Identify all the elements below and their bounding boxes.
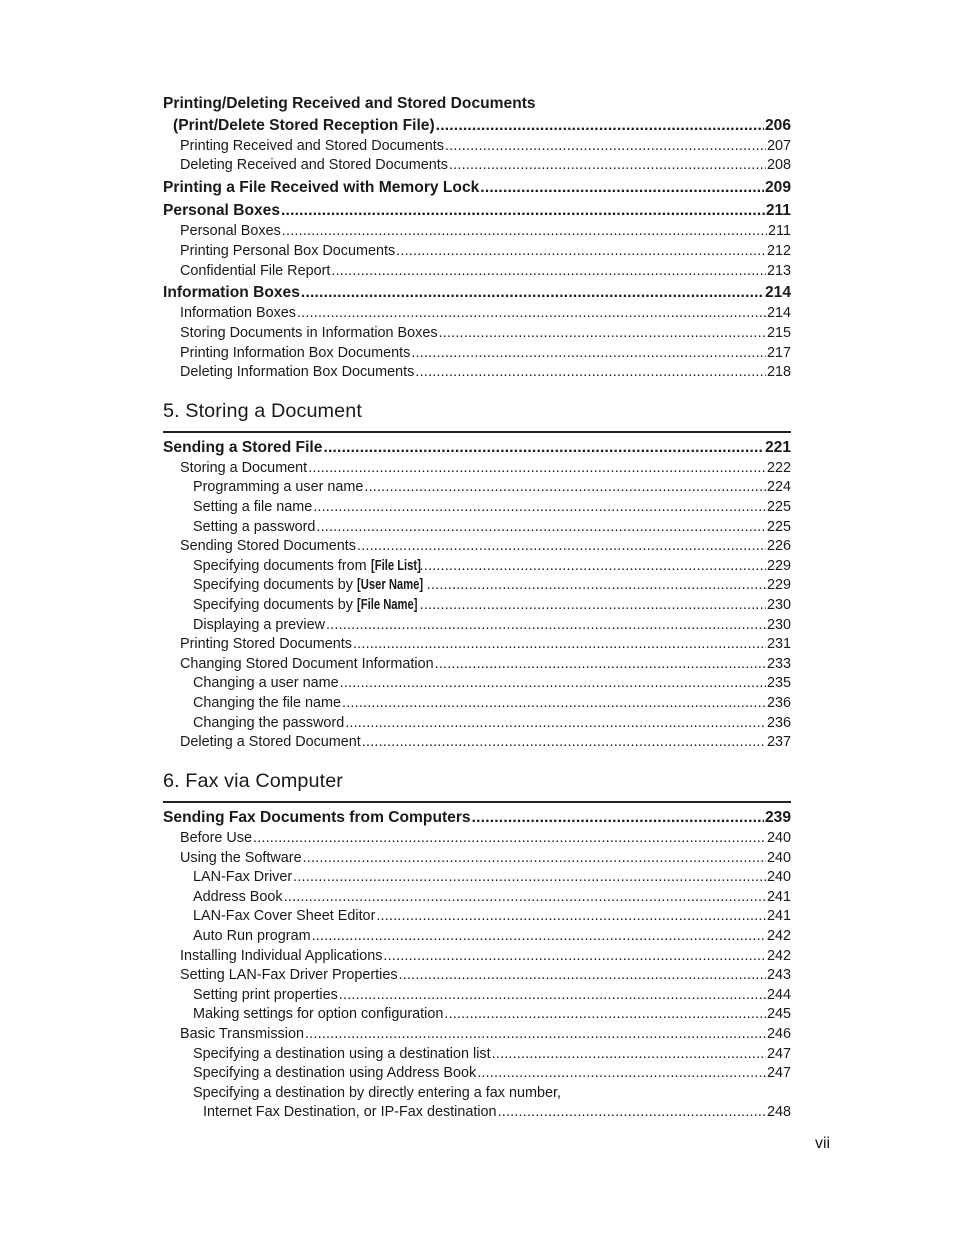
toc-page-number: 212 xyxy=(766,242,791,259)
toc-page-number: 230 xyxy=(766,616,791,633)
toc-entry[interactable] xyxy=(163,907,791,927)
toc-entry-text: Specifying documents by xyxy=(193,597,357,614)
toc-page-number: 242 xyxy=(766,927,791,944)
leader-dots xyxy=(313,498,766,518)
toc-page-number: 224 xyxy=(766,479,791,496)
leader-dots xyxy=(253,829,766,849)
toc-entry-title xyxy=(193,557,419,577)
leader-dots xyxy=(301,281,764,304)
toc-entry-title xyxy=(193,576,426,596)
toc-entry[interactable] xyxy=(163,1045,791,1065)
leader-dots xyxy=(492,1045,766,1065)
toc-entry[interactable] xyxy=(163,242,791,262)
toc-page-number: 248 xyxy=(766,1104,791,1121)
toc-page-number: 236 xyxy=(766,695,791,711)
toc-page-number: 208 xyxy=(766,157,791,174)
leader-dots xyxy=(498,1103,766,1123)
toc-entry-title: Changing the password xyxy=(193,714,345,731)
toc-entry[interactable] xyxy=(163,674,791,694)
toc-page-number: 240 xyxy=(766,829,791,846)
toc-entry[interactable] xyxy=(163,304,791,324)
toc-entry[interactable] xyxy=(163,927,791,947)
toc-entry[interactable] xyxy=(163,1064,791,1084)
toc-entry-title: Before Use xyxy=(180,829,252,846)
toc-entry-title: Using the Software xyxy=(180,849,302,866)
toc-page-number: 230 xyxy=(766,597,791,614)
toc-entry-title: Setting a password xyxy=(193,518,316,535)
toc-entry-title: Displaying a preview xyxy=(193,616,325,633)
toc-entry-title: Setting LAN-Fax Driver Properties xyxy=(180,967,398,984)
leader-dots xyxy=(357,537,766,557)
toc-heading[interactable] xyxy=(163,176,791,199)
toc-entry[interactable] xyxy=(163,557,791,577)
toc-entry[interactable] xyxy=(163,947,791,967)
toc-page-number: 244 xyxy=(766,986,791,1003)
toc-entry-title: Changing the file name xyxy=(193,695,342,711)
toc-page-number: 207 xyxy=(766,137,791,154)
toc-page-number: 221 xyxy=(764,438,791,456)
toc-entry-title: Printing Information Box Documents xyxy=(180,344,411,361)
toc-entry-title: Installing Individual Applications xyxy=(180,947,383,964)
leader-dots xyxy=(308,459,766,479)
toc-entry-title: Setting print properties xyxy=(193,986,338,1003)
toc-entry-title: Changing Stored Document Information xyxy=(180,655,434,672)
toc-entry-title: Deleting a Stored Document xyxy=(180,734,361,751)
toc-entry-title: Specifying a destination using Address Book xyxy=(193,1065,477,1082)
toc-entry[interactable] xyxy=(163,518,791,538)
chapter-title: 5. Storing a Document xyxy=(163,399,362,422)
leader-dots xyxy=(362,733,766,753)
toc-entry[interactable] xyxy=(163,829,791,849)
toc-page-number: 209 xyxy=(764,178,791,196)
toc-entry-title: Printing a File Received with Memory Lock xyxy=(163,178,480,196)
leader-dots xyxy=(435,655,766,675)
leader-dots xyxy=(445,137,766,157)
toc-page-number: 241 xyxy=(766,888,791,905)
chapter-title: 6. Fax via Computer xyxy=(163,769,343,792)
toc-entry[interactable] xyxy=(163,694,791,714)
toc-entry-title: Printing Received and Stored Documents xyxy=(180,137,444,154)
leader-dots xyxy=(376,907,766,927)
toc-entry[interactable] xyxy=(163,363,791,383)
toc-entry-title: (Print/Delete Stored Reception File) xyxy=(173,116,435,134)
toc-page-number: 229 xyxy=(766,557,791,574)
chapter-rule xyxy=(163,801,791,803)
toc-entry-title: Information Boxes xyxy=(180,305,296,322)
leader-dots xyxy=(415,363,766,383)
toc-entry[interactable] xyxy=(163,262,791,282)
toc-heading: Printing/Deleting Received and Stored Documents xyxy=(163,95,536,112)
leader-dots xyxy=(472,806,764,829)
toc-page-number: 214 xyxy=(764,284,791,302)
leader-dots xyxy=(312,927,766,947)
toc-page-number: 206 xyxy=(764,116,791,134)
toc-entry[interactable] xyxy=(163,1025,791,1045)
leader-dots xyxy=(331,262,766,282)
toc-entry[interactable] xyxy=(163,156,791,176)
toc-entry[interactable] xyxy=(163,986,791,1006)
leader-dots xyxy=(411,344,766,364)
toc-page-number: 226 xyxy=(766,538,791,555)
toc-page-number: 240 xyxy=(766,869,791,886)
toc-entry[interactable] xyxy=(163,324,791,344)
toc-entry[interactable] xyxy=(163,966,791,986)
toc-page-number: 233 xyxy=(766,655,791,672)
toc-entry-title: Storing Documents in Information Boxes xyxy=(180,324,438,341)
leader-dots xyxy=(477,1064,766,1084)
toc-page-number: 243 xyxy=(766,967,791,984)
toc-entry[interactable] xyxy=(163,222,791,242)
toc-entry[interactable] xyxy=(163,137,791,157)
toc-heading[interactable] xyxy=(163,806,791,829)
toc-page-number: 225 xyxy=(766,518,791,535)
toc-entry-title: Deleting Received and Stored Documents xyxy=(180,157,448,174)
toc-entry[interactable] xyxy=(163,498,791,518)
toc-page-number: 247 xyxy=(766,1065,791,1082)
leader-dots xyxy=(399,966,766,986)
toc-entry-title: Printing Stored Documents xyxy=(180,636,352,653)
leader-dots xyxy=(439,324,766,344)
toc-entry[interactable] xyxy=(163,478,791,498)
key-label: [File Name] xyxy=(356,597,418,614)
toc-page-number: 214 xyxy=(766,305,791,322)
leader-dots xyxy=(293,868,766,888)
toc-entry-title xyxy=(193,596,419,616)
toc-page-number: 229 xyxy=(766,577,791,594)
toc-entry-title: Personal Boxes xyxy=(163,202,281,220)
leader-dots xyxy=(297,304,766,324)
toc-page-number: 217 xyxy=(766,344,791,361)
toc-entry-text: Specifying documents by xyxy=(193,577,357,594)
toc-entry-title: LAN-Fax Driver xyxy=(193,869,293,886)
key-label: [File List] xyxy=(370,557,421,574)
leader-dots xyxy=(364,478,766,498)
leader-dots xyxy=(284,888,766,908)
toc-page-number: 241 xyxy=(766,908,791,925)
leader-dots xyxy=(323,436,764,459)
toc-entry-title: Changing a user name xyxy=(193,675,339,692)
toc-heading[interactable] xyxy=(163,114,791,137)
toc-entry[interactable] xyxy=(163,1103,791,1123)
toc-entry[interactable] xyxy=(163,596,791,616)
toc-entry-title: Auto Run program xyxy=(193,927,311,944)
leader-dots xyxy=(282,222,767,242)
toc-page-number: 236 xyxy=(766,714,791,731)
toc-page-number: 235 xyxy=(766,675,791,692)
leader-dots xyxy=(340,674,766,694)
leader-dots xyxy=(339,986,766,1006)
toc-entry[interactable] xyxy=(163,576,791,596)
leader-dots xyxy=(420,596,766,616)
toc-entry-title: Sending Stored Documents xyxy=(180,538,356,555)
toc-entry[interactable] xyxy=(163,616,791,636)
toc-entry[interactable] xyxy=(163,1005,791,1025)
toc-page-number: 225 xyxy=(766,499,791,516)
toc-entry[interactable] xyxy=(163,635,791,655)
table-of-contents xyxy=(163,94,791,1123)
toc-entry-title: Confidential File Report xyxy=(180,262,331,279)
leader-dots xyxy=(480,176,764,199)
toc-entry-title: Basic Transmission xyxy=(180,1025,304,1042)
toc-heading[interactable] xyxy=(163,281,791,304)
leader-dots xyxy=(427,576,766,596)
chapter-rule xyxy=(163,431,791,433)
toc-page-number: 239 xyxy=(764,808,791,826)
toc-page-number: 247 xyxy=(766,1045,791,1062)
toc-entry-title: Address Book xyxy=(193,888,283,905)
leader-dots xyxy=(353,635,766,655)
leader-dots xyxy=(281,199,765,222)
leader-dots xyxy=(444,1005,766,1025)
toc-page-number: 246 xyxy=(766,1025,791,1042)
toc-entry-title: Storing a Document xyxy=(180,459,308,476)
toc-entry-title: Information Boxes xyxy=(163,284,300,302)
toc-entry-title: Internet Fax Destination, or IP-Fax destination xyxy=(203,1104,497,1121)
toc-entry-title: Programming a user name xyxy=(193,479,364,496)
toc-entry-title: Making settings for option configuration xyxy=(193,1006,444,1023)
toc-entry[interactable] xyxy=(163,344,791,364)
toc-entry-title: Sending Fax Documents from Computers xyxy=(163,808,471,826)
toc-heading[interactable] xyxy=(163,199,791,222)
toc-entry-text: Specifying documents from xyxy=(193,557,371,574)
toc-entry[interactable] xyxy=(163,714,791,734)
toc-entry-continued: Specifying a destination by directly entering a fax number, xyxy=(193,1084,561,1101)
leader-dots xyxy=(316,518,766,538)
toc-entry-title: Deleting Information Box Documents xyxy=(180,364,415,381)
toc-entry-title: Specifying a destination using a destination list xyxy=(193,1045,491,1062)
key-label: [User Name] xyxy=(356,577,424,594)
toc-entry[interactable] xyxy=(163,733,791,753)
leader-dots xyxy=(342,694,766,714)
page-number: vii xyxy=(815,1135,831,1152)
leader-dots xyxy=(420,557,766,577)
leader-dots xyxy=(396,242,766,262)
toc-entry[interactable] xyxy=(163,888,791,908)
toc-entry-title: Sending a Stored File xyxy=(163,438,323,456)
toc-heading[interactable] xyxy=(163,436,791,459)
toc-entry[interactable] xyxy=(163,459,791,479)
leader-dots xyxy=(449,156,766,176)
toc-entry-title: Printing Personal Box Documents xyxy=(180,242,396,259)
leader-dots xyxy=(303,849,766,869)
toc-page-number: 222 xyxy=(766,459,791,476)
leader-dots xyxy=(345,714,766,734)
toc-page-number: 218 xyxy=(766,364,791,381)
toc-page-number: 215 xyxy=(766,324,791,341)
leader-dots xyxy=(383,947,766,967)
toc-entry[interactable] xyxy=(163,849,791,869)
toc-entry[interactable] xyxy=(163,655,791,675)
toc-page-number: 213 xyxy=(766,262,791,279)
leader-dots xyxy=(326,616,766,636)
toc-page-number: 242 xyxy=(766,947,791,964)
leader-dots xyxy=(305,1025,766,1045)
toc-entry-title: LAN-Fax Cover Sheet Editor xyxy=(193,908,376,925)
toc-page-number: 211 xyxy=(765,202,791,220)
toc-page-number: 240 xyxy=(766,849,791,866)
toc-entry[interactable] xyxy=(163,537,791,557)
toc-entry-title: Setting a file name xyxy=(193,499,313,516)
toc-page-number: 211 xyxy=(768,223,791,240)
toc-entry[interactable] xyxy=(163,868,791,888)
leader-dots xyxy=(436,114,764,137)
toc-page-number: 231 xyxy=(766,636,791,653)
toc-entry-title: Personal Boxes xyxy=(180,223,281,240)
toc-page-number: 245 xyxy=(766,1006,791,1023)
toc-page-number: 237 xyxy=(766,734,791,751)
